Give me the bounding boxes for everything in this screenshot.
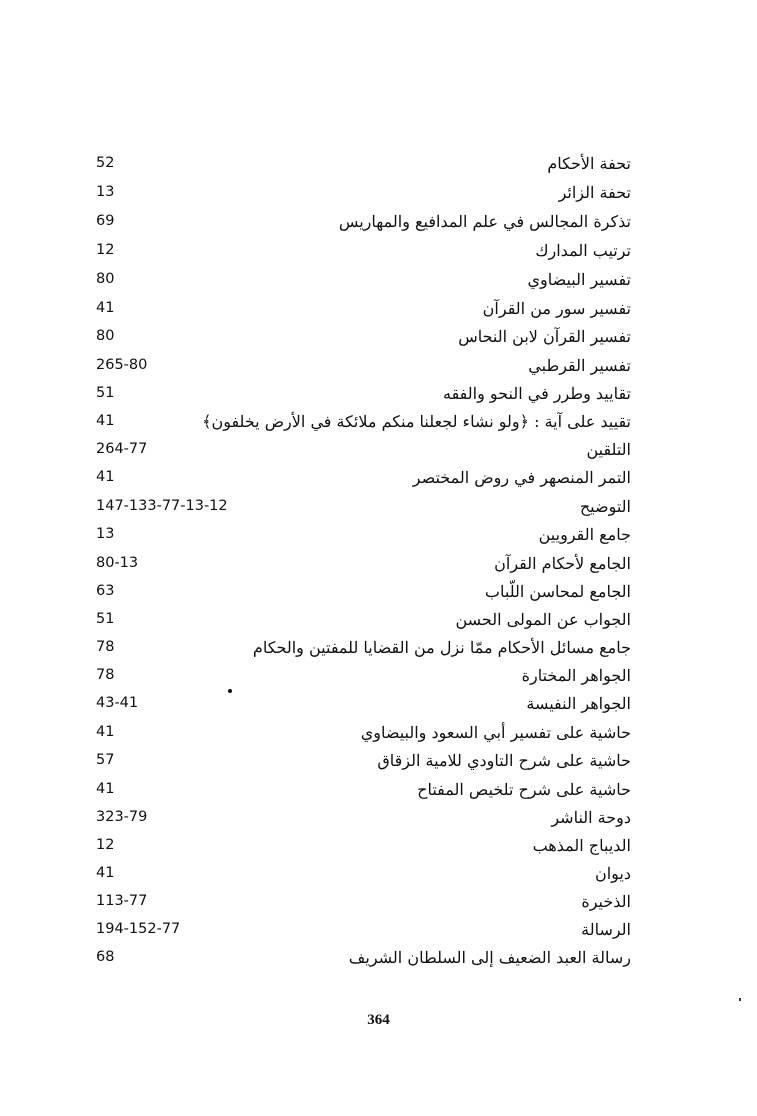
entry-title: تحفة الزائر xyxy=(558,183,631,202)
index-entry xyxy=(0,294,757,323)
entry-pages: 80 xyxy=(96,271,115,287)
entry-pages: 43-41 xyxy=(96,695,139,711)
entry-pages: 51 xyxy=(96,385,115,401)
entry-pages: 78 xyxy=(96,639,115,655)
entry-title: التلقين xyxy=(586,440,631,459)
entry-title: تذكرة المجالس في علم المدافيع والمهاريس xyxy=(338,212,631,231)
entry-title: التوضيح xyxy=(579,497,631,516)
entry-title: تفسير سور من القرآن xyxy=(482,299,631,318)
entry-title: تحفة الأحكام xyxy=(547,154,631,173)
index-entry xyxy=(0,407,757,436)
entry-title: دوحة الناشر xyxy=(551,808,631,827)
stray-dot xyxy=(228,689,232,693)
entry-pages: 13 xyxy=(96,184,115,200)
entry-pages: 147-133-77-13-12 xyxy=(96,498,228,514)
entry-title: التمر المنصهر في روض المختصر xyxy=(412,468,631,487)
entry-pages: 41 xyxy=(96,469,115,485)
entry-title: رسالة العبد الضعيف إلى السلطان الشريف xyxy=(348,948,631,967)
index-entry xyxy=(0,236,757,265)
entry-title: حاشية على شرح تلخيص المفتاح xyxy=(417,780,631,799)
index-entry xyxy=(0,435,757,464)
entry-pages: 41 xyxy=(96,413,115,429)
index-entry xyxy=(0,265,757,294)
entry-pages: 264-77 xyxy=(96,441,148,457)
entry-pages: 80-13 xyxy=(96,555,139,571)
index-entry xyxy=(0,351,757,380)
entry-title: جامع مسائل الأحكام ممّا نزل من القضايا للمفتين والحكام xyxy=(252,638,631,657)
entry-title: جامع القرويين xyxy=(538,525,631,544)
index-entry xyxy=(0,577,757,606)
entry-title: الجواب عن المولى الحسن xyxy=(455,610,631,629)
entry-pages: 194-152-77 xyxy=(96,921,181,937)
index-entry xyxy=(0,322,757,351)
index-entry xyxy=(0,379,757,408)
entry-pages: 265-80 xyxy=(96,357,148,373)
index-entry xyxy=(0,689,757,718)
index-entry xyxy=(0,803,757,832)
entry-title: الرسالة xyxy=(581,920,631,939)
entry-pages: 41 xyxy=(96,865,115,881)
entry-title: تفسير القرطبي xyxy=(528,356,631,375)
entry-title: الجواهر النفيسة xyxy=(526,694,631,713)
index-entry xyxy=(0,831,757,860)
entry-title: الجواهر المختارة xyxy=(521,666,631,685)
entry-pages: 69 xyxy=(96,213,115,229)
index-entry xyxy=(0,463,757,492)
entry-title: تقاييد وطرر في النحو والفقه xyxy=(443,384,631,403)
entry-pages: 41 xyxy=(96,781,115,797)
scan-mark xyxy=(739,998,741,1001)
entry-pages: 41 xyxy=(96,724,115,740)
entry-title: حاشية على تفسير أبي السعود والبيضاوي xyxy=(360,723,631,742)
index-entry xyxy=(0,178,757,207)
entry-pages: 13 xyxy=(96,526,115,542)
index-entry xyxy=(0,943,757,972)
entry-pages: 52 xyxy=(96,155,115,171)
entry-pages: 323-79 xyxy=(96,809,148,825)
entry-title: تقييد على آية : ﴿ولو نشاء لجعلنا منكم ملائكة في الأرض يخلفون﴾ xyxy=(202,412,631,431)
index-entry xyxy=(0,207,757,236)
index-entry xyxy=(0,605,757,634)
entry-pages: 78 xyxy=(96,667,115,683)
entry-title: تفسير القرآن لابن النحاس xyxy=(458,327,631,346)
entry-title: حاشية على شرح التاودي للامية الزقاق xyxy=(377,751,631,770)
entry-pages: 12 xyxy=(96,837,115,853)
entry-pages: 68 xyxy=(96,949,115,965)
index-entry xyxy=(0,520,757,549)
entry-title: الذخيرة xyxy=(581,892,631,911)
entry-pages: 63 xyxy=(96,583,115,599)
entry-pages: 57 xyxy=(96,752,115,768)
entry-pages: 41 xyxy=(96,300,115,316)
index-entry xyxy=(0,549,757,578)
entry-title: تفسير البيضاوي xyxy=(527,270,631,289)
index-entry xyxy=(0,633,757,662)
entry-pages: 113-77 xyxy=(96,893,148,909)
index-entry xyxy=(0,775,757,804)
entry-title: ديوان xyxy=(594,864,631,883)
entry-pages: 51 xyxy=(96,611,115,627)
entry-title: ترتيب المدارك xyxy=(535,241,631,260)
entry-title: الجامع لمحاسن اللّباب xyxy=(484,582,631,601)
index-entry xyxy=(0,718,757,747)
entry-title: الجامع لأحكام القرآن xyxy=(494,554,631,573)
page-number: 364 xyxy=(367,1012,390,1028)
index-entry xyxy=(0,492,757,521)
entry-title: الديباج المذهب xyxy=(532,836,631,855)
entry-pages: 80 xyxy=(96,328,115,344)
index-entry xyxy=(0,887,757,916)
index-entry xyxy=(0,149,757,178)
index-entry xyxy=(0,859,757,888)
index-entry xyxy=(0,915,757,944)
index-entry xyxy=(0,746,757,775)
entry-pages: 12 xyxy=(96,242,115,258)
index-entry xyxy=(0,661,757,690)
